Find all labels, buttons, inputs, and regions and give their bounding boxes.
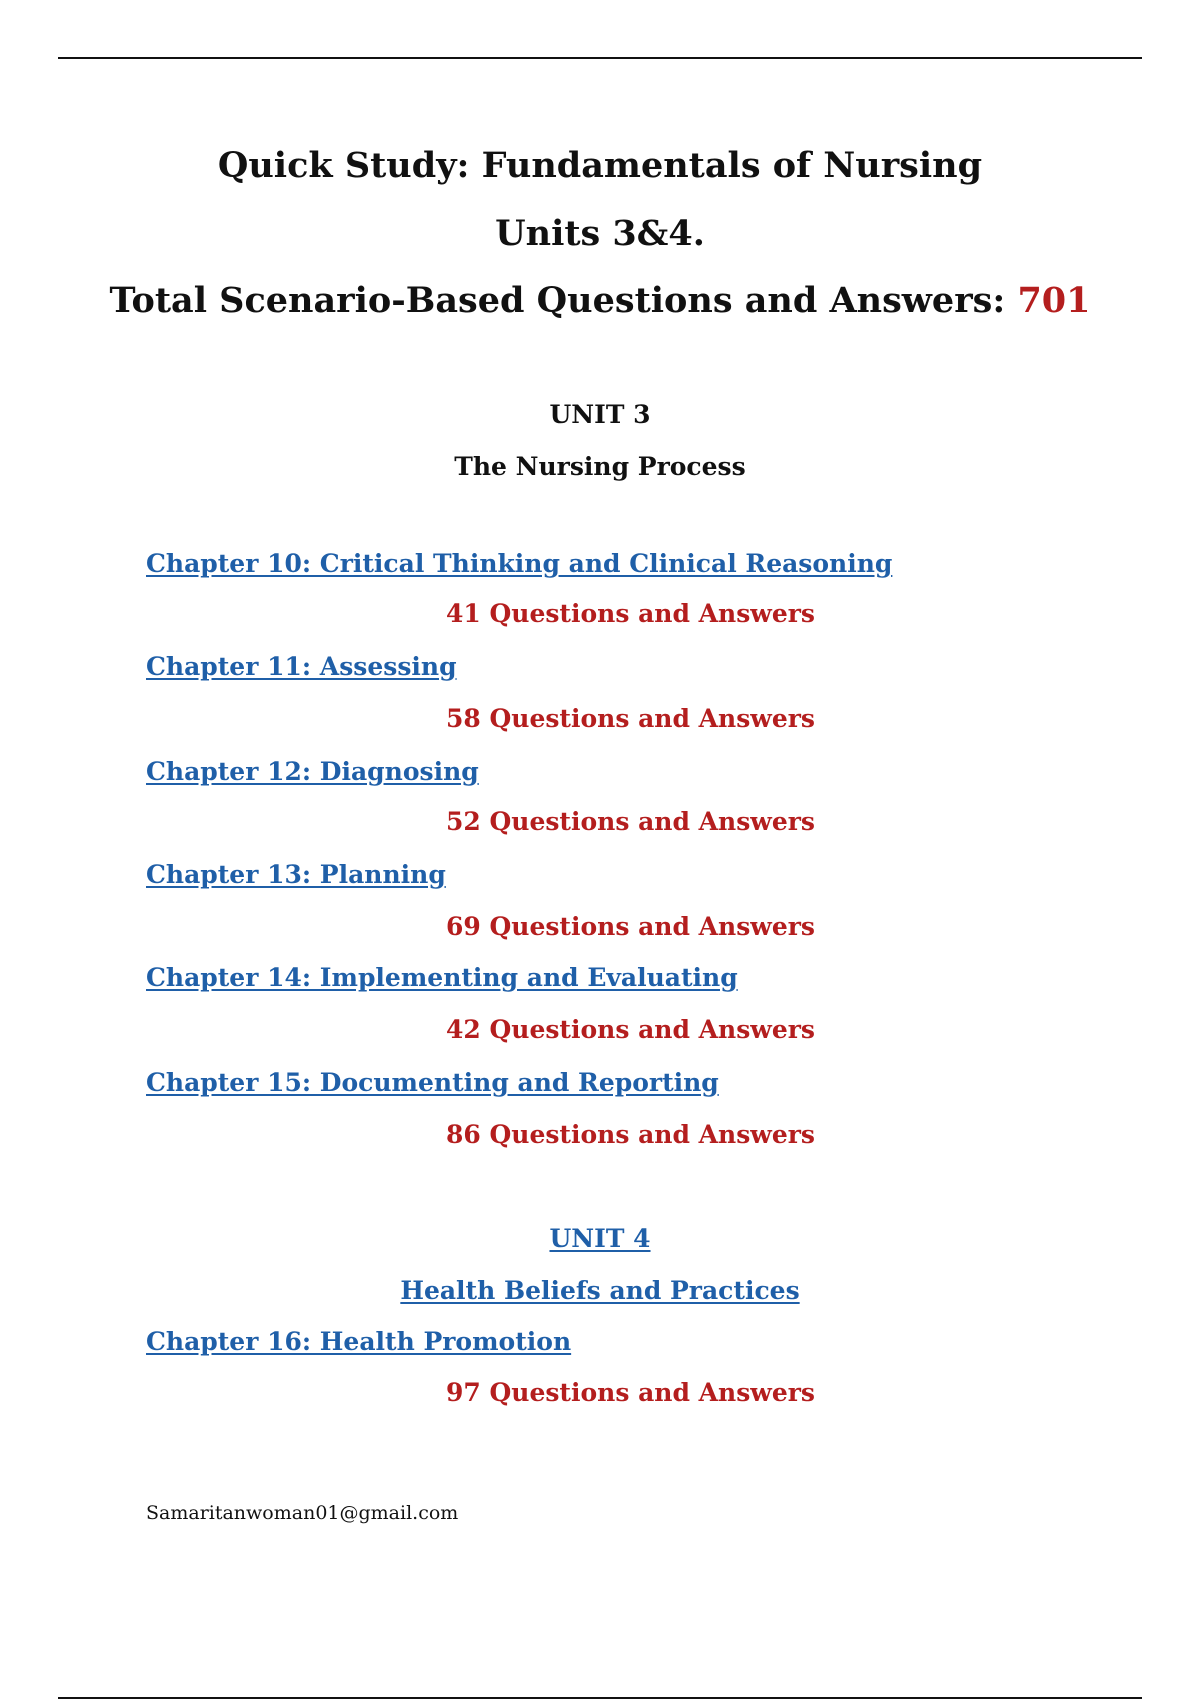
chapter-13-link[interactable]: Chapter 13: Planning — [146, 860, 446, 889]
chapter-14-count: 42 Questions and Answers — [446, 1015, 815, 1044]
unit-3-heading: UNIT 3 — [549, 400, 651, 429]
total-questions-label: Total Scenario-Based Questions and Answers: — [109, 280, 1018, 321]
top-rule — [58, 57, 1142, 59]
chapter-16-count: 97 Questions and Answers — [446, 1378, 815, 1407]
chapter-12-link[interactable]: Chapter 12: Diagnosing — [146, 757, 479, 786]
total-questions-count: 701 — [1017, 280, 1091, 321]
total-questions-line — [0, 280, 1200, 321]
chapter-15-link[interactable]: Chapter 15: Documenting and Reporting — [146, 1068, 719, 1097]
chapter-10-link[interactable]: Chapter 10: Critical Thinking and Clinical Reasoning — [146, 549, 893, 578]
chapter-11-count: 58 Questions and Answers — [446, 704, 815, 733]
unit-4-heading-link[interactable]: UNIT 4 — [549, 1224, 651, 1253]
document-title: Quick Study: Fundamentals of Nursing — [217, 145, 983, 186]
chapter-14-link[interactable]: Chapter 14: Implementing and Evaluating — [146, 963, 738, 992]
chapter-11-link[interactable]: Chapter 11: Assessing — [146, 652, 457, 681]
chapter-15-count: 86 Questions and Answers — [446, 1120, 815, 1149]
bottom-rule — [58, 1697, 1142, 1699]
contact-email: Samaritanwoman01@gmail.com — [146, 1502, 459, 1524]
unit-3-subtitle: The Nursing Process — [454, 452, 746, 481]
unit-4-subtitle-link[interactable]: Health Beliefs and Practices — [400, 1276, 800, 1305]
chapter-16-link[interactable]: Chapter 16: Health Promotion — [146, 1327, 572, 1356]
document-units: Units 3&4. — [495, 213, 705, 254]
chapter-10-count: 41 Questions and Answers — [446, 599, 815, 628]
chapter-12-count: 52 Questions and Answers — [446, 807, 815, 836]
chapter-13-count: 69 Questions and Answers — [446, 912, 815, 941]
